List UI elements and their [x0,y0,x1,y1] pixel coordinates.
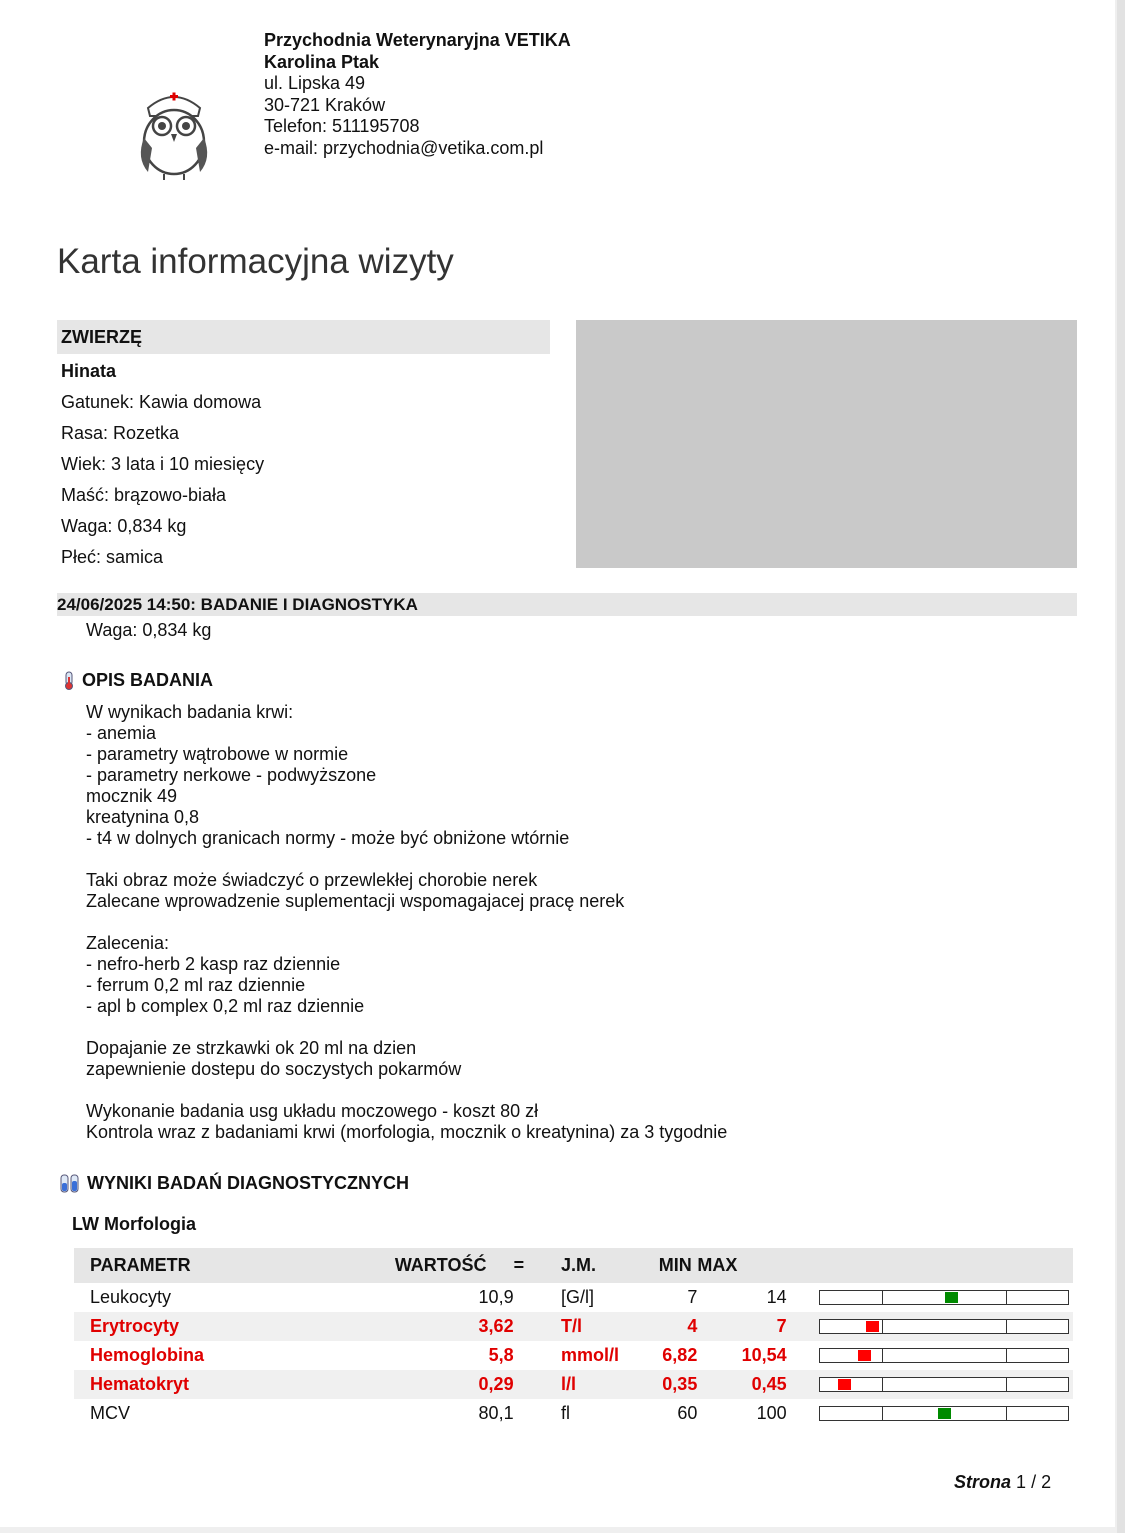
result-max: 0,45 [697,1370,786,1399]
scale-marker [838,1379,851,1390]
results-section-header [59,1173,409,1194]
result-scale-bar [819,1377,1069,1392]
scale-marker [858,1350,871,1361]
test-tubes-icon [59,1174,81,1194]
animal-photo-placeholder [576,320,1077,568]
col-scale [787,1248,1073,1283]
exam-line: zapewnienie dostepu do soczystych pokarmów [86,1059,462,1079]
exam-line: - ferrum 0,2 ml raz dziennie [86,975,306,995]
exam-line: mocznik 49 [86,786,178,806]
result-min: 7 [687,1287,698,1307]
exam-line: Wykonanie badania usg układu moczowego - koszt 80 zł [86,1101,539,1121]
result-scale-bar [819,1406,1069,1421]
animal-coat: Maść: brązowo-biała [61,485,227,505]
animal-details [61,360,264,577]
exam-line [86,1017,727,1038]
result-param: Erytrocyty [74,1312,395,1341]
scale-tick [1006,1378,1007,1391]
result-scale-bar [819,1290,1069,1305]
result-flag [514,1399,543,1428]
result-max: 7 [697,1312,786,1341]
result-scale-bar [819,1319,1069,1334]
scale-tick [882,1291,883,1304]
col-unit: J.M. [543,1248,659,1283]
results-section-title: WYNIKI BADAŃ DIAGNOSTYCZNYCH [87,1173,409,1193]
result-param: Hematokryt [74,1370,395,1399]
exam-line [86,912,727,933]
result-scale-cell [787,1283,1073,1312]
result-value: 80,1 [478,1403,514,1423]
col-min: MIN [659,1248,698,1283]
result-value: 0,29 [395,1370,514,1399]
col-max: MAX [697,1248,786,1283]
result-row [74,1370,1073,1399]
exam-line: Taki obraz może świadczyć o przewlekłej chorobie nerek [86,870,538,890]
result-flag [514,1370,543,1399]
animal-age: Wiek: 3 lata i 10 miesięcy [61,454,265,474]
result-scale-bar [819,1348,1069,1363]
result-min: 60 [677,1403,698,1423]
clinic-info [264,30,571,159]
page-label: Strona [954,1472,1012,1492]
result-max: 14 [766,1287,787,1307]
result-row [74,1312,1073,1341]
doctor-name: Karolina Ptak [264,51,380,72]
results-table-header [74,1248,1073,1283]
clinic-owl-logo [134,88,214,182]
result-param: Hemoglobina [90,1345,205,1365]
animal-species: Gatunek: Kawia domowa [61,392,262,412]
exam-line: Dopajanie ze strzkawki ok 20 ml na dzien [86,1038,417,1058]
result-row [74,1341,1073,1370]
exam-line: - parametry nerkowe - podwyższone [86,765,377,785]
exam-line: W wynikach badania krwi: [86,702,294,722]
result-unit: T/l [543,1312,659,1341]
scale-tick [1006,1291,1007,1304]
result-value: 10,9 [478,1287,514,1307]
visit-header: 24/06/2025 14:50: BADANIE I DIAGNOSTYKA [57,593,1077,616]
result-unit: [G/l] [561,1287,595,1307]
result-scale-cell [787,1399,1073,1428]
animal-sex: Płeć: samica [61,547,164,567]
exam-line: Zalecane wprowadzenie suplementacji wspomagajacej pracę nerek [86,891,625,911]
page-current: 1 [1016,1472,1027,1492]
thermometer-icon [62,671,76,691]
result-min: 0,35 [659,1370,698,1399]
exam-line: - nefro-herb 2 kasp raz dziennie [86,954,341,974]
result-value: 3,62 [395,1312,514,1341]
animal-name: Hinata [61,361,117,381]
exam-section-title: OPIS BADANIA [82,670,214,690]
page-edge [1117,0,1125,1533]
exam-section-header [62,670,213,691]
result-param: Leukocyty [90,1287,172,1307]
result-scale-cell [787,1370,1073,1399]
result-max: 10,54 [741,1345,787,1365]
result-flag [514,1341,543,1370]
result-min: 4 [659,1312,698,1341]
exam-line: - parametry wątrobowe w normie [86,744,349,764]
result-flag [514,1312,543,1341]
scale-tick [882,1378,883,1391]
result-value: 5,8 [488,1345,514,1365]
result-unit: mmol/l [561,1345,620,1365]
scale-tick [1006,1349,1007,1362]
page-total: / 2 [1031,1472,1052,1492]
scale-marker [866,1321,879,1332]
result-row [74,1283,1073,1312]
result-unit: fl [561,1403,571,1423]
clinic-phone: Telefon: 511195708 [264,116,420,136]
col-value: WARTOŚĆ [395,1248,514,1283]
clinic-city: 30-721 Kraków [264,94,386,115]
result-max: 100 [756,1403,787,1423]
result-flag [514,1283,543,1312]
animal-section-header: ZWIERZĘ [57,320,550,354]
results-table [74,1248,1073,1428]
clinic-street: ul. Lipska 49 [264,73,366,93]
result-min: 6,82 [662,1345,698,1365]
exam-line [86,849,727,870]
exam-line: Zalecenia: [86,933,170,953]
exam-line [86,1080,727,1101]
col-flag: = [514,1248,543,1283]
scale-marker [938,1408,951,1419]
scale-tick [882,1349,883,1362]
animal-weight: Waga: 0,834 kg [61,516,187,536]
clinic-email: e-mail: przychodnia@vetika.com.pl [264,137,544,158]
scale-tick [882,1320,883,1333]
exam-line: - t4 w dolnych granicach normy - może być obniżone wtórnie [86,828,570,848]
exam-line: - anemia [86,723,157,743]
result-scale-cell [787,1341,1073,1370]
scale-tick [1006,1407,1007,1420]
panel-title: LW Morfologia [72,1214,196,1234]
exam-line: Kontrola wraz z badaniami krwi (morfologia, mocznik o kreatynina) za 3 tygodnie [86,1122,728,1142]
scale-tick [1006,1320,1007,1333]
scale-marker [945,1292,958,1303]
col-param: PARAMETR [74,1248,395,1283]
page-title: Karta informacyjna wizyty [57,242,454,281]
page-footer [954,1472,1051,1493]
result-param: MCV [90,1403,130,1423]
scale-tick [882,1407,883,1420]
exam-description [86,702,727,1143]
clinic-name: Przychodnia Weterynaryjna VETIKA [264,30,571,50]
visit-weight: Waga: 0,834 kg [86,620,212,640]
exam-line: kreatynina 0,8 [86,807,200,827]
result-unit: l/l [543,1370,659,1399]
exam-line: - apl b complex 0,2 ml raz dziennie [86,996,365,1016]
result-scale-cell [787,1312,1073,1341]
animal-breed: Rasa: Rozetka [61,423,180,443]
result-row [74,1399,1073,1428]
